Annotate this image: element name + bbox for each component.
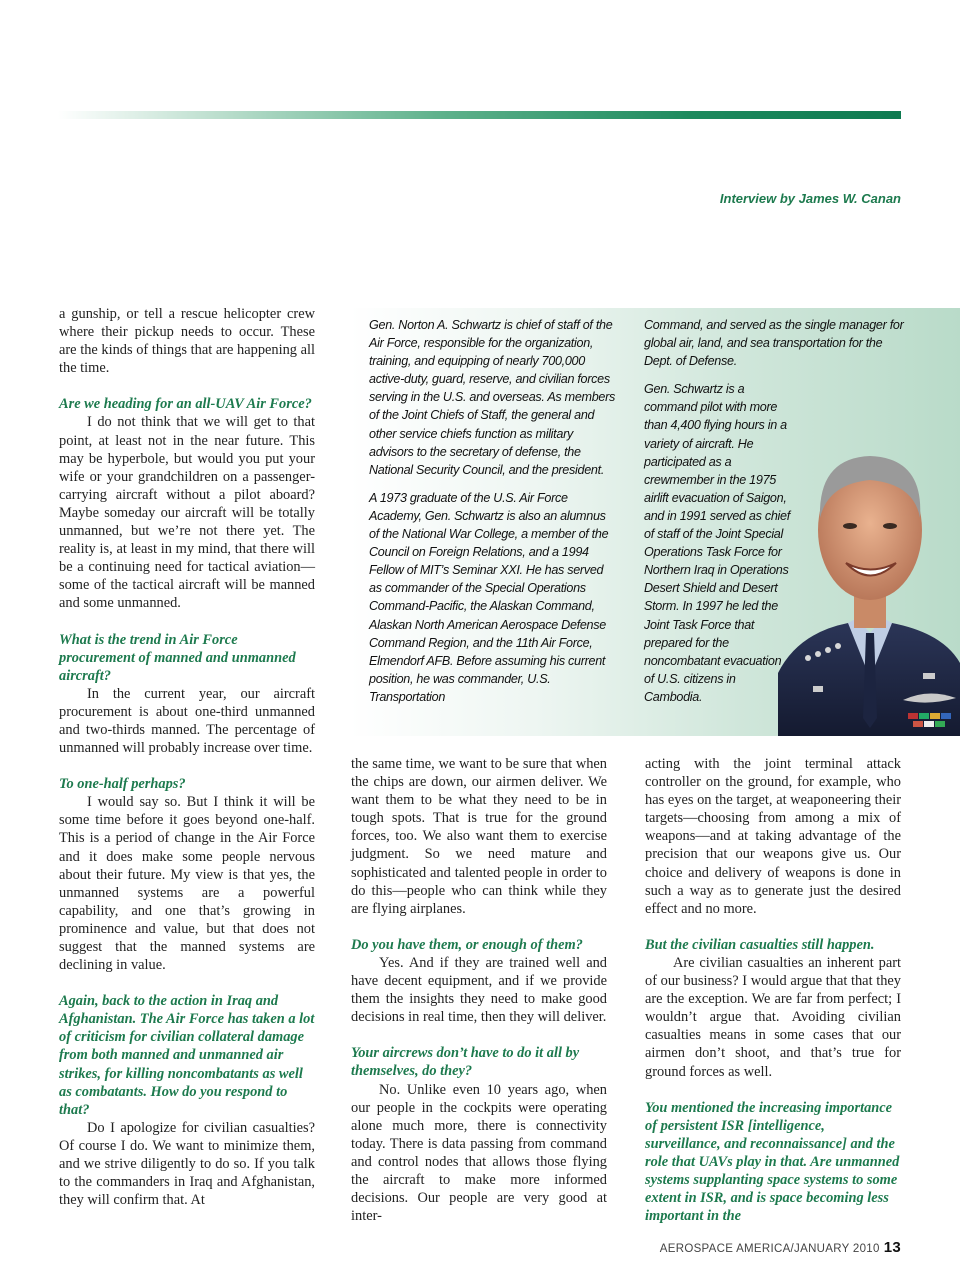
byline: Interview by James W. Canan	[719, 191, 901, 206]
bio-paragraph: Gen. Schwartz is a command pilot with more than 4,400 flying hours in a variety of aircraft. He participated as a crewmember in the 1975 airlift evacuation of Saigon, and in 1991 served as chief of staff of the Joint Special Operations Task Force for Northern Iraq in Operations Desert Shield and Desert Storm. In 1997 he led the Joint Task Force that prepared for the noncombatant evacuation of U.S. citizens in Cambodia.	[644, 382, 790, 704]
question: Do you have them, or enough of them?	[351, 936, 583, 953]
paragraph: the same time, we want to be sure that when the chips are down, our airmen deliver. We want them to be what they need to be in tough spots. That is true for the ground forces, too. We also want them to exercise judgment. So we need mature and sophisticated and talented people in order to do this—people who can think while they are flying airplanes.	[351, 756, 607, 917]
bio-sidebar	[350, 308, 960, 736]
answer: In the current year, our aircraft procurement is about one-third unmanned and two-thirds manned. The percentage of unmanned will probably increase over time.	[59, 685, 315, 757]
bio-paragraph: A 1973 graduate of the U.S. Air Force Academy, Gen. Schwartz is also an alumnus of the National War College, a member of the Council on Foreign Relations, and a 1994 Fellow of MIT’s Seminar XXI. He has served as commander of the Special Operations Command-Pacific, the Alaskan Command, Alaskan North American Aerospace Defense Command Region, and the 11th Air Force, Elmendorf AFB. Before assuming his current position, he was commander, U.S. Transportation	[369, 490, 609, 704]
question: Are we heading for an all-UAV Air Force?	[59, 396, 312, 413]
question: What is the trend in Air Force procurement of manned and unmanned aircraft?	[59, 631, 296, 684]
question: You mentioned the increasing importance of persistent ISR [intelligence, surveillance, and reconnaissance] and the role that UAVs play in that. Are unmanned systems supplanting space systems to some extent in ISR, and is space becoming less important in the	[645, 1099, 900, 1225]
page-number: 13	[883, 1239, 901, 1256]
answer: I do not think that we will get to that point, at least not in the near future. This may be hyperbole, but would you put your wife or your grandchildren on a passenger-carrying aircraft without a pilot aboard? Maybe someday our aircraft will be totally unmanned, but we’re not there yet. The reality is, at least in my mind, that there will be a continuing need for tactical aviation—some of the tactical aircraft will be manned and some unmanned.	[59, 414, 315, 612]
paragraph: a gunship, or tell a rescue helicopter crew where their pickup needs to occur. These are the kinds of things that are happening all the time.	[59, 306, 315, 377]
bio-paragraph: Gen. Norton A. Schwartz is chief of staff of the Air Force, responsible for the organization, training, and equipping of nearly 700,000 active-duty, guard, reserve, and civilian forces serving in the U.S. and overseas. As members of the Joint Chiefs of Staff, the general and other service chiefs function as military advisors to the secretary of defense, the National Security Council, and the president.	[369, 318, 616, 477]
column-3	[645, 755, 901, 1225]
question: To one-half perhaps?	[59, 776, 186, 793]
question: Your aircrews don’t have to do it all by themselves, do they?	[351, 1045, 580, 1080]
answer: No. Unlike even 10 years ago, when our people in the cockpits were operating alone much more, there is connectivity today. There is data passing from command and control nodes that allows those flying the aircraft to make more informed decisions. Our people are very good at inter-	[351, 1081, 607, 1225]
paragraph: acting with the joint terminal attack controller on the ground, for example, who has eyes on the target, at weaponeering their targets—choosing from among a mix of weapons—and at taking advantage of the precision that our weapons give us. Our choice and delivery of weapons is done in such a way as to generate just the desired effect and no more.	[645, 756, 901, 917]
page-footer	[660, 1239, 901, 1256]
column-2	[351, 755, 607, 1225]
answer: Are civilian casualties an inherent part of our business? I would argue that that they are the exception. We are far from perfect; I wouldn’t argue that. Avoiding civilian casualties means in some cases that our airmen don’t shoot, and that’s true for ground forces as well.	[645, 954, 901, 1080]
question: But the civilian casualties still happen.	[645, 936, 875, 953]
header-rule	[58, 111, 901, 119]
publication-name: AEROSPACE AMERICA/JANUARY 2010	[659, 1243, 880, 1255]
bio-paragraph: Command, and served as the single manager for global air, land, and sea transportation for the Dept. of Defense.	[644, 318, 904, 369]
answer: Yes. And if they are trained well and have decent equipment, and if we provide them the insights they need to make good decisions in real time, then they will deliver.	[351, 954, 607, 1026]
bio-left-column	[369, 316, 617, 716]
answer: Do I apologize for civilian casualties? Of course I do. We want to minimize them, and we strive diligently to do so. If you talk to the commanders in Iraq and Afghanistan, they will confirm that. At	[59, 1119, 315, 1209]
column-1	[59, 305, 315, 1209]
question: Again, back to the action in Iraq and Afghanistan. The Air Force has taken a lot of criticism for civilian collateral damage from both manned and unmanned air strikes, for killing noncombatants as well as combatants. How do you respond to that?	[59, 993, 315, 1118]
answer: I would say so. But I think it will be some time before it goes beyond one-half. This is a period of change in the Air Force and it does make some people nervous about their future. My view is that yes, the unmanned systems are a powerful capability, and one that’s growing in prominence and value, but that does not suggest that the manned systems are declining in value.	[59, 794, 315, 974]
portrait-photo	[778, 418, 960, 736]
